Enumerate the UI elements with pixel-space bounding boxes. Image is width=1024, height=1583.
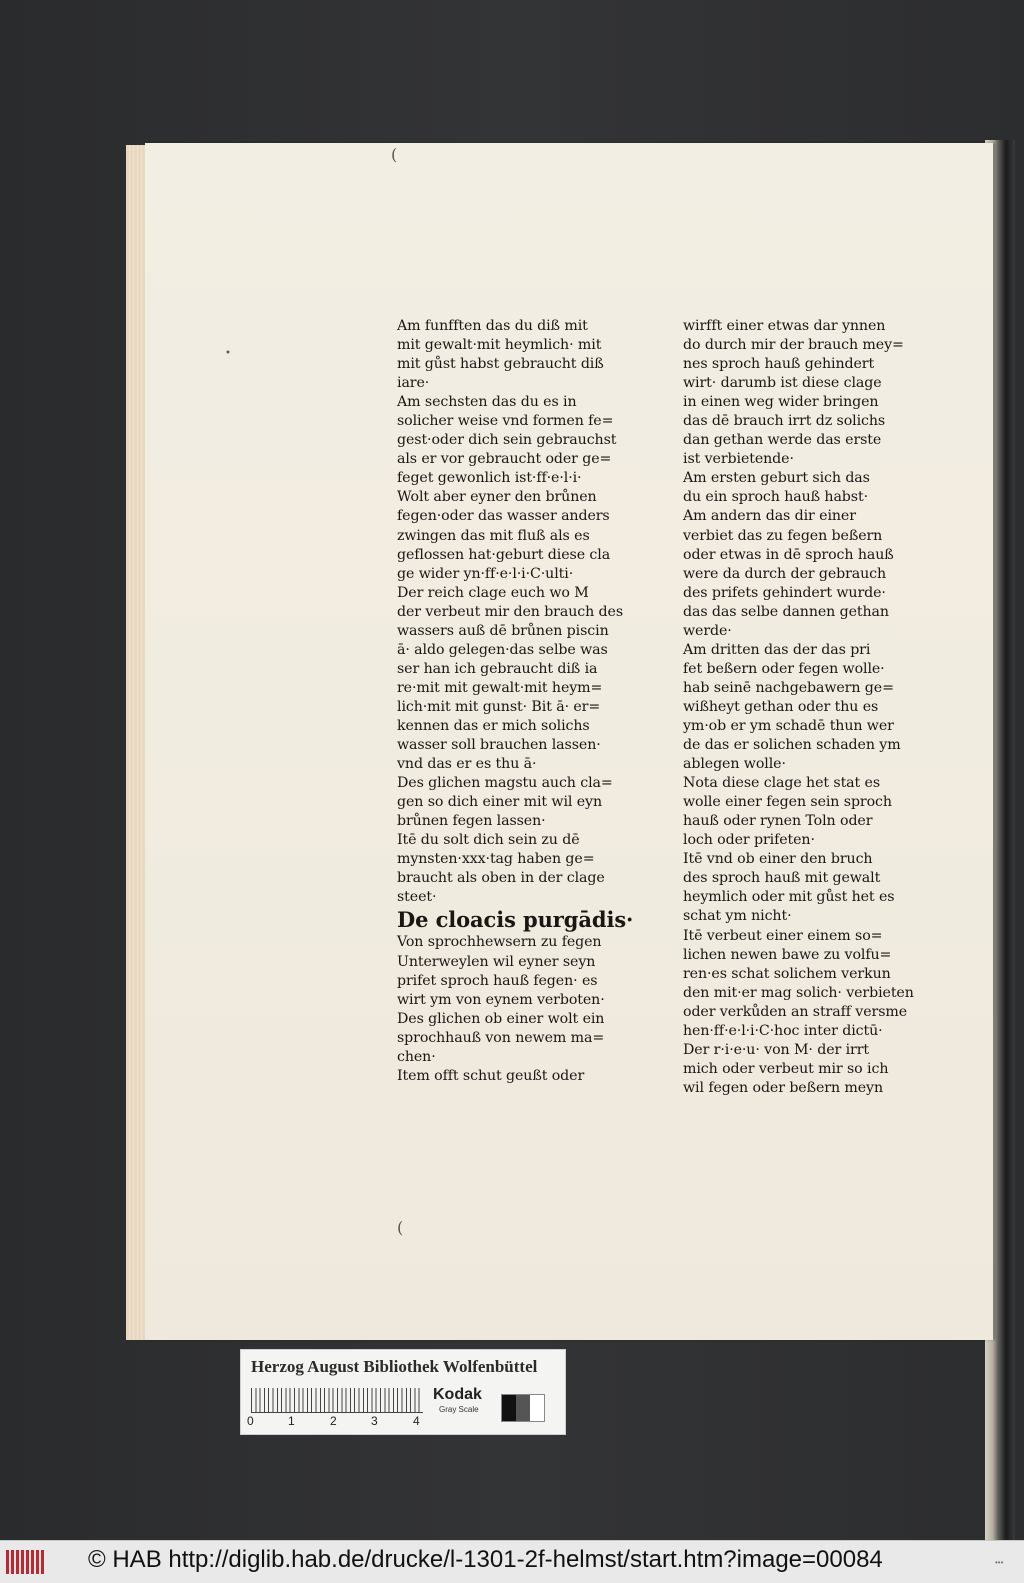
page-mark: (: [397, 1218, 404, 1237]
footer-badge: •••: [995, 1558, 1004, 1567]
text-line: hauß oder rynen Toln oder: [683, 813, 873, 830]
text-line: des sproch hauß mit gewalt: [683, 870, 881, 887]
text-line: gen so dich einer mit wil eyn: [397, 794, 603, 811]
text-line: dan gethan werde das erste: [683, 432, 882, 449]
text-line: lichen newen bawe zu volfu=: [683, 946, 892, 963]
text-line: ist verbietende·: [683, 451, 794, 468]
text-line: brůnen fegen lassen·: [397, 813, 546, 830]
ruler-number: 0: [247, 1414, 254, 1428]
text-line: wirt· darumb ist diese clage: [683, 375, 882, 392]
ruler-number: 3: [371, 1414, 378, 1428]
text-line: Am ersten geburt sich das: [683, 470, 870, 487]
hab-logo-icon: [6, 1550, 46, 1574]
text-line: fegen·oder das wasser anders: [397, 508, 610, 525]
footer-bar: [0, 1540, 1024, 1583]
text-line: Von sprochhewsern zu fegen: [397, 934, 602, 951]
text-line: wolle einer fegen sein sproch: [683, 794, 892, 811]
text-line: Item offt schut geußt oder: [397, 1067, 585, 1084]
text-line: fet beßern oder fegen wolle·: [683, 660, 885, 677]
text-line: braucht als oben in der clage: [397, 870, 605, 887]
bleed-through-text: [685, 1099, 689, 1115]
text-line: heymlich oder mit gůst het es: [683, 889, 895, 906]
text-line: ablegen wolle·: [683, 756, 786, 773]
text-line: in einen weg wider bringen: [683, 394, 879, 411]
text-line: vnd das er es thu ā·: [397, 756, 537, 773]
text-line: das das selbe dannen gethan: [683, 603, 889, 620]
text-line: ā· aldo gelegen·das selbe was: [397, 641, 608, 658]
text-line: den mit·er mag solich· verbieten: [683, 984, 914, 1001]
text-line: mich oder verbeut mir so ich: [683, 1060, 889, 1077]
text-line: wassers auß dē brůnen piscin: [397, 622, 609, 639]
text-line: Am funfften das du diß mit: [397, 318, 588, 334]
text-line: ge wider yn·ff·e·l·i·C·ulti·: [397, 565, 574, 582]
text-line: Unterweylen wil eyner seyn: [397, 953, 596, 970]
text-line: mit gůst habst gebraucht diß: [397, 356, 604, 373]
text-line: Am sechsten das du es in: [397, 394, 577, 411]
text-line: wirfft einer etwas dar ynnen: [683, 318, 886, 334]
text-line: der verbeut mir den brauch des: [397, 603, 624, 620]
text-line: Des glichen ob einer wolt ein: [397, 1010, 605, 1027]
text-line: Am andern das dir einer: [683, 508, 856, 525]
text-line: wirt ym von eynem verboten·: [397, 991, 605, 1008]
text-line: wißheyt gethan oder thu es: [683, 698, 879, 715]
text-column-right: [683, 317, 923, 1098]
text-line: kennen das er mich solichs: [397, 717, 590, 734]
text-line: Am dritten das der das pri: [683, 641, 871, 658]
text-line: Der r·i·e·u· von M· der irrt: [683, 1041, 869, 1058]
text-line: schat ym nicht·: [683, 908, 792, 925]
text-line: Des glichen magstu auch cla=: [397, 775, 613, 792]
text-line: du ein sproch hauß habst·: [683, 489, 868, 506]
text-line: mit gewalt·mit heymlich· mit: [397, 337, 602, 354]
ruler-number: 2: [330, 1414, 337, 1428]
text-line: chen·: [397, 1048, 436, 1065]
gray-scale-swatch: [501, 1394, 545, 1422]
color-calibration-target: [240, 1349, 566, 1435]
text-line: nes sproch hauß gehindert: [683, 356, 875, 373]
text-line: mynsten·xxx·tag haben ge=: [397, 851, 595, 868]
ruler-number: 4: [413, 1414, 420, 1428]
text-line: oder verkůden an straff versme: [683, 1003, 908, 1020]
text-line: Nota diese clage het stat es: [683, 775, 881, 792]
text-line: lich·mit mit gunst· Bit ā· er=: [397, 698, 601, 715]
text-line: steet·: [397, 889, 437, 906]
text-line: werde·: [683, 622, 732, 639]
text-line: loch oder prifeten·: [683, 832, 815, 849]
text-line: solicher weise vnd formen fe=: [397, 413, 614, 430]
text-line: geflossen hat·geburt diese cla: [397, 546, 611, 563]
text-line: prifet sproch hauß fegen· es: [397, 972, 598, 989]
text-line: Wolt aber eyner den brůnen: [397, 489, 597, 506]
text-line: hab seinē nachgebawern ge=: [683, 679, 894, 696]
text-line: do durch mir der brauch mey=: [683, 337, 904, 354]
measurement-ruler: [251, 1388, 423, 1413]
section-heading: De cloacis purgādis·: [397, 907, 634, 933]
page-speck: •: [225, 348, 231, 359]
text-line: oder etwas in dē sproch hauß: [683, 546, 894, 563]
text-line: Itē vnd ob einer den bruch: [683, 851, 873, 868]
kodak-subtitle: Gray Scale: [439, 1405, 479, 1414]
text-line: Itē du solt dich sein zu dē: [397, 832, 580, 849]
text-line: Itē verbeut einer einem so=: [683, 927, 883, 944]
ruler-number: 1: [288, 1414, 295, 1428]
text-line: wil fegen oder beßern meyn: [683, 1079, 883, 1096]
kodak-brand: Kodak: [433, 1386, 482, 1403]
text-line: re·mit mit gewalt·mit heym=: [397, 679, 603, 696]
text-line: ym·ob er ym schadē thun wer: [683, 717, 894, 734]
text-line: gest·oder dich sein gebrauchst: [397, 432, 617, 449]
text-line: hen·ff·e·l·i·C·hoc inter dictū·: [683, 1022, 883, 1039]
text-line: Der reich clage euch wo M: [397, 584, 589, 601]
text-line: ren·es schat solichem verkun: [683, 965, 891, 982]
text-line: des prifets gehindert wurde·: [683, 584, 886, 601]
library-name: Herzog August Bibliothek Wolfenbüttel: [251, 1357, 538, 1376]
footer-url[interactable]: © HAB http://diglib.hab.de/drucke/l-1301-2f-helmst/start.htm?image=00084: [88, 1546, 883, 1573]
text-line: verbiet das zu fegen beßern: [683, 527, 883, 544]
text-line: ser han ich gebraucht diß ia: [397, 660, 598, 677]
text-line: sprochhauß von newem ma=: [397, 1029, 605, 1046]
text-line: were da durch der gebrauch: [683, 565, 887, 582]
text-line: zwingen das mit fluß als es: [397, 527, 590, 544]
text-line: iare·: [397, 375, 430, 392]
text-line: de das er solichen schaden ym: [683, 737, 901, 754]
text-line: feget gewonlich ist·ff·e·l·i·: [397, 470, 582, 487]
text-column-left: [397, 317, 637, 1086]
text-line: wasser soll brauchen lassen·: [397, 737, 601, 754]
text-line: das dē brauch irrt dz solichs: [683, 413, 886, 430]
page-mark: (: [391, 145, 398, 164]
text-line: als er vor gebraucht oder ge=: [397, 451, 612, 468]
